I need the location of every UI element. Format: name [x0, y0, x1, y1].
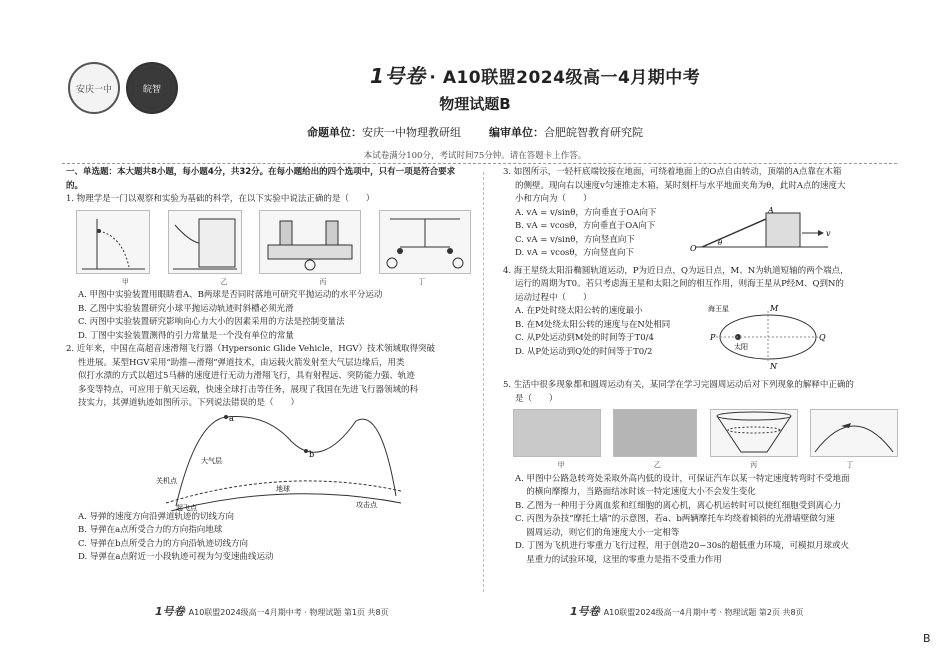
earth-label: 地球 [276, 484, 290, 493]
q4-stem-line: 运行的周期为T0。若只考虑海王星和太阳之间的相互作用，则海王星从P经M、Q到N的 [515, 279, 844, 289]
footer-left-text: A10联盟2024级高一4月期中考 · 物理试题 第1页 共8页 [188, 608, 389, 617]
q4-options [503, 305, 670, 359]
q1-option-a: A. 甲图中实验装置用眼睛看A、B两球是否同时落地可研究平抛运动的水平分运动 [78, 290, 383, 300]
setter: 安庆一中物理教研组 [362, 126, 461, 139]
header-rule [62, 163, 897, 164]
shutdown-label: 关机点 [156, 476, 177, 485]
fig-label: 甲 [557, 461, 565, 469]
q1-fig-b-drawing [169, 211, 241, 273]
point-o-label: O [690, 243, 697, 253]
q3-stem: 3. 如图所示，一轻杆底端铰接在地面，可绕着地面上的O点自由转动，顶端的A点靠在木箱 [503, 167, 842, 177]
fig-label: 丁 [418, 277, 426, 286]
exam-note: 本试卷满分100分，考试时间75分钟。请在答题卡上作答。 [363, 151, 587, 161]
q3-options [503, 207, 656, 261]
exam-title: 1号卷 · A10联盟2024级高一4月期中考 [370, 64, 701, 88]
point-b-label: b [309, 449, 315, 459]
q4-option-c: C. 从P处运动到M处的时间等于T0/4 [515, 333, 654, 343]
q5-option-b: B. 乙图为一种用于分离血浆和红细胞的离心机，离心机运转时可以使红细胞受到离心力 [515, 500, 842, 511]
q1-option-d: D. 丁图中实验装置测得的引力常量是一个没有单位的常量 [78, 330, 294, 341]
q2-option-c: C. 导弹在b点所受合力的方向沿轨迹切线方向 [78, 538, 249, 549]
footer-right-text: A10联盟2024级高一4月期中考 · 物理试题 第2页 共8页 [603, 608, 804, 617]
q4-option-a: A. 在P处时绕太阳公转的速度最小 [515, 306, 643, 316]
fig-label: 甲 [121, 277, 129, 286]
q3-stem-line: 的侧壁。现向右以速度v匀速推走木箱，某时刻杆与水平地面夹角为θ，此时A点的速度大 [515, 180, 846, 191]
theta-label: θ [718, 238, 723, 247]
publisher-logo-text: 皖智 [142, 84, 161, 95]
column-divider [483, 172, 484, 592]
q4-option-d: D. 从P处运动到Q处的时间等于T0/2 [515, 346, 653, 357]
q5-stem-line: 是（ ） [515, 393, 558, 404]
q5-stem: 5. 生活中很多现象都和圆周运动有关，某同学在学习完圆周运动后对下列现象的解释中正确的 [503, 380, 854, 390]
setter-label: 命题单位： [307, 126, 362, 139]
q5-fig-a [513, 409, 601, 457]
fig-label: 乙 [653, 461, 661, 469]
q3-block [503, 207, 898, 265]
q5-fig-d-drawing [811, 410, 897, 456]
q2-stem-line: 似打水漂的方式以超过5马赫的速度进行无动力滑翔飞行，具有射程远、突防能力强、轨迹 [78, 371, 415, 381]
q3-option-a: A. vA = v/sinθ，方向垂直于OA向下 [515, 207, 657, 218]
footer-left [155, 603, 389, 619]
q2-option-a: A. 导弹的速度方向沿弹道轨迹的切线方向 [78, 511, 235, 522]
q1-fig-c-drawing [260, 211, 360, 273]
q1-figures [76, 210, 471, 274]
fig-label: 丙 [319, 277, 327, 286]
q3-option-d: D. vA = vcosθ，方向竖直向下 [515, 248, 635, 258]
q2-option-b: B. 导弹在a点所受合力的方向指向地球 [78, 525, 223, 535]
q1-option-c: C. 丙图中实验装置研究影响向心力大小的因素采用的方法是控制变量法 [78, 317, 345, 327]
target-label: 攻击点 [356, 500, 377, 509]
q5-option-a-cont: 的横向摩擦力，当路面结冰时该一特定速度大小不会发生变化 [515, 487, 756, 497]
q2-stem-line: 性进展。某型HGV采用“助推—滑翔”弹道技术，由运载火箭发射至大气层边缘后，用类 [78, 357, 405, 368]
m-label: M [770, 304, 779, 313]
fig-label: 丁 [846, 461, 854, 469]
q4-stem-line: 运动过程中（ ） [515, 292, 592, 303]
q1-fig-d [379, 210, 471, 274]
reviewer: 合肥皖智教育研究院 [543, 126, 643, 139]
q5-option-c-cont: 圆周运动，则它们的角速度大小一定相等 [515, 527, 680, 538]
q2-stem: 2. 近年来，中国在高超音速滑翔飞行器（Hypersonic Glide Vehicle，HGV）技术领域取得突破 [66, 344, 436, 354]
q5-fig-d [810, 409, 898, 457]
q2-trajectory-drawing [156, 411, 406, 511]
section-heading: 一、单选题：本大题共8小题，每小题4分，共32分。在每小题给出的四个选项中，只有一项是符合要求的。 [66, 167, 456, 191]
q5-fig-c-drawing [711, 410, 797, 456]
n-label: N [770, 362, 777, 371]
q1-fig-d-drawing [380, 211, 470, 273]
q1-option-b: B. 乙图中实验装置研究小球平抛运动轨迹时斜槽必须光滑 [78, 303, 294, 314]
q5-option-d-cont: 星重力的试验环境，这里的零重力是指不受重力作用 [515, 554, 722, 565]
p-label: P [710, 333, 716, 342]
q4-figure [708, 301, 828, 371]
q1-fig-a-drawing [77, 211, 149, 273]
q5-option-c: C. 丙图为杂技“摩托土墙”的示意图，若a、b两辆摩托车均绕着倾斜的光滑墙壁做匀速 [515, 514, 835, 524]
q3-figure [688, 205, 838, 255]
q4-stem: 4. 海王星绕太阳沿椭圆轨道运动，P为近日点，Q为远日点，M、N为轨道短轴的两个端点， [503, 265, 849, 276]
q5-option-d: D. 丁图为飞机进行零重力飞行过程，用于创造20~30s的超低重力环境，可模拟月球或火 [515, 541, 850, 551]
neptune-label: 海王星 [708, 305, 729, 313]
q4-block [503, 305, 898, 379]
q-label: Q [819, 333, 826, 342]
units-line [0, 124, 950, 140]
q1-fig-b [168, 210, 242, 274]
exam-title-text: A10联盟2024级高一4月期中考 [442, 68, 701, 88]
fig-label: 乙 [220, 277, 228, 286]
school-logo-text: 安庆一中 [75, 84, 112, 95]
atmosphere-label: 大气层 [201, 456, 222, 465]
q1-fig-c [259, 210, 361, 274]
paper-title: 物理试题B [439, 95, 511, 113]
q5-figures [513, 409, 898, 457]
q5-fig-labels [513, 459, 898, 473]
footer-brand: 1号卷 [155, 605, 185, 618]
q2-stem-line: 技实力，其弹道轨迹如图所示。下列说法错误的是（ ） [78, 398, 300, 408]
brand-mark: 1号卷 [370, 64, 426, 88]
q5-option-a: A. 甲图中公路急转弯处采取外高内低的设计，可保证汽车以某一特定速度转弯时不受地面 [515, 473, 850, 484]
reviewer-label: 编审单位： [488, 126, 544, 139]
left-column [66, 166, 471, 565]
footer-right [570, 603, 804, 619]
q3-option-c: C. vA = v/sinθ，方向竖直向下 [515, 234, 635, 245]
q3-stem-line: 小和方向为（ ） [515, 194, 592, 204]
q1-fig-a [76, 210, 150, 274]
point-a-label: A [768, 205, 774, 215]
q2-figure [156, 411, 471, 511]
q5-fig-b [613, 409, 697, 457]
fig-label: 丙 [750, 461, 758, 469]
q4-option-b: B. 在M处绕太阳公转的速度与在N处相同 [515, 319, 671, 330]
footer-brand: 1号卷 [570, 605, 600, 618]
right-column [503, 166, 898, 567]
sun-label: 太阳 [734, 343, 748, 351]
q1-stem: 1. 物理学是一门以观察和实验为基础的科学，在以下实验中说法正确的是（ ） [66, 194, 375, 204]
q2-option-d: D. 导弹在a点附近一小段轨迹可视为匀变速曲线运动 [78, 552, 274, 562]
launch-label: 起飞点 [176, 503, 197, 511]
version-mark: B [923, 632, 931, 645]
q1-fig-labels [76, 276, 471, 290]
point-a-label: a [229, 413, 234, 423]
q5-fig-c [710, 409, 798, 457]
velocity-label: v [826, 228, 831, 238]
q2-stem-line: 多变等特点，可应用于航天运载，快速全球打击等任务，展现了我国在先进飞行器领域的科 [78, 384, 419, 395]
q3-option-b: B. vA = vcosθ，方向垂直于OA向下 [515, 221, 656, 231]
